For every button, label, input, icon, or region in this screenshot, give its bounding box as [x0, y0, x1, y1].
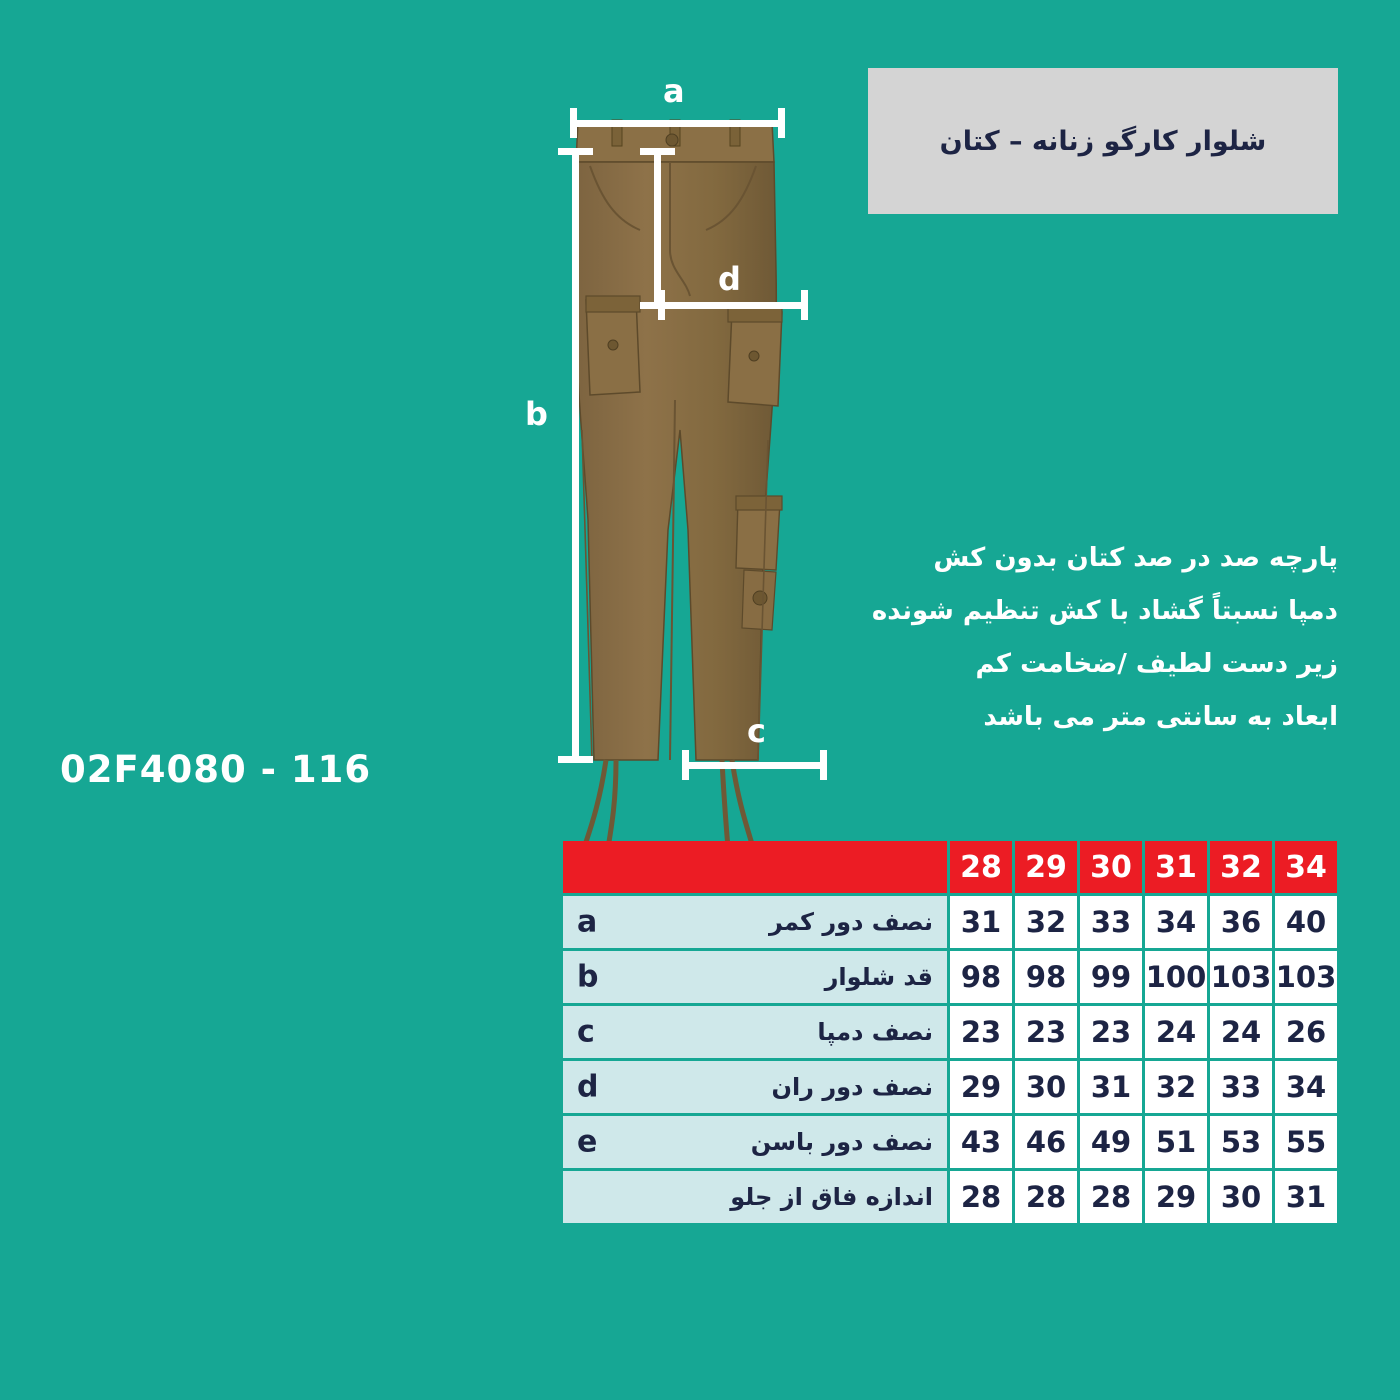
row-label-a — [563, 896, 947, 948]
cell-e-5: 43 — [950, 1116, 1012, 1168]
measure-cap-c-right — [820, 750, 827, 780]
row-label-d-text: نصف دور ران — [771, 1073, 933, 1101]
row-label-c-text: نصف دمپا — [817, 1018, 933, 1046]
cell-a-2: 34 — [1145, 896, 1207, 948]
cell-f-0: 31 — [1275, 1171, 1337, 1223]
cell-c-4: 23 — [1015, 1006, 1077, 1058]
table-row — [563, 1006, 1337, 1058]
row-letter-d: d — [577, 1069, 599, 1105]
size-header-1: 32 — [1210, 841, 1272, 893]
row-label-d — [563, 1061, 947, 1113]
page-title: شلوار کارگو زنانه – کتان — [939, 125, 1267, 157]
row-label-front-rise — [563, 1171, 947, 1223]
product-code: 02F4080 - 116 — [60, 748, 372, 791]
cargo-pants-drawing — [520, 100, 850, 860]
size-header-4: 29 — [1015, 841, 1077, 893]
table-row — [563, 1171, 1337, 1223]
cell-d-5: 29 — [950, 1061, 1012, 1113]
cell-e-2: 51 — [1145, 1116, 1207, 1168]
measure-cap-rise-top — [640, 148, 675, 155]
description-line-2: دمپا نسبتاً گشاد با کش تنظیم شونده — [871, 596, 1338, 626]
row-label-b-text: قد شلوار — [824, 963, 933, 991]
cell-d-1: 33 — [1210, 1061, 1272, 1113]
row-label-b — [563, 951, 947, 1003]
cell-f-3: 28 — [1080, 1171, 1142, 1223]
description-line-3: زیر دست لطیف /ضخامت کم — [975, 649, 1338, 679]
measure-cap-d-right — [801, 290, 808, 320]
measure-line-c — [682, 762, 827, 769]
size-chart-body — [563, 896, 1337, 1223]
description-line-4: ابعاد به سانتی متر می باشد — [983, 702, 1338, 732]
measure-line-a — [570, 120, 785, 127]
cell-b-2: 100 — [1145, 951, 1207, 1003]
cell-e-1: 53 — [1210, 1116, 1272, 1168]
measure-cap-d-left — [658, 290, 665, 320]
row-letter-c: c — [577, 1014, 595, 1050]
garment-illustration — [520, 72, 850, 840]
cell-b-1: 103 — [1210, 951, 1272, 1003]
size-header-5: 28 — [950, 841, 1012, 893]
cell-b-3: 99 — [1080, 951, 1142, 1003]
cell-b-4: 98 — [1015, 951, 1077, 1003]
row-label-a-text: نصف دور کمر — [769, 908, 933, 936]
measure-label-b: b — [525, 395, 548, 433]
cell-c-1: 24 — [1210, 1006, 1272, 1058]
cell-e-0: 55 — [1275, 1116, 1337, 1168]
measure-label-c: c — [747, 712, 766, 750]
row-label-c — [563, 1006, 947, 1058]
title-box — [868, 68, 1338, 214]
size-header-blank — [563, 841, 947, 893]
description-line-1: پارچه صد در صد کتان بدون کش — [933, 543, 1338, 573]
table-row — [563, 896, 1337, 948]
row-label-front-rise-text: اندازه فاق از جلو — [730, 1183, 933, 1211]
table-row — [563, 1116, 1337, 1168]
cell-a-5: 31 — [950, 896, 1012, 948]
cell-a-1: 36 — [1210, 896, 1272, 948]
cell-c-5: 23 — [950, 1006, 1012, 1058]
cell-a-0: 40 — [1275, 896, 1337, 948]
cell-e-4: 46 — [1015, 1116, 1077, 1168]
cell-f-2: 29 — [1145, 1171, 1207, 1223]
cell-f-5: 28 — [950, 1171, 1012, 1223]
row-letter-b: b — [577, 959, 599, 995]
measure-line-b — [572, 148, 579, 763]
cell-b-5: 98 — [950, 951, 1012, 1003]
cell-c-0: 26 — [1275, 1006, 1337, 1058]
measure-cap-c-left — [682, 750, 689, 780]
cell-c-3: 23 — [1080, 1006, 1142, 1058]
measure-cap-b-top — [558, 148, 593, 155]
cell-a-4: 32 — [1015, 896, 1077, 948]
measure-cap-b-bottom — [558, 756, 593, 763]
measure-label-a: a — [663, 72, 685, 110]
row-letter-e: e — [577, 1124, 598, 1160]
cell-d-4: 30 — [1015, 1061, 1077, 1113]
table-row — [563, 1061, 1337, 1113]
row-label-e — [563, 1116, 947, 1168]
cell-f-4: 28 — [1015, 1171, 1077, 1223]
table-header-row — [563, 841, 1337, 893]
cell-f-1: 30 — [1210, 1171, 1272, 1223]
size-header-0: 34 — [1275, 841, 1337, 893]
measure-cap-a-left — [570, 108, 577, 138]
row-label-e-text: نصف دور باسن — [750, 1128, 933, 1156]
cell-a-3: 33 — [1080, 896, 1142, 948]
row-letter-a: a — [577, 904, 598, 940]
table-row — [563, 951, 1337, 1003]
measure-line-d — [658, 302, 808, 309]
measure-label-d: d — [718, 260, 741, 298]
measure-cap-a-right — [778, 108, 785, 138]
size-header-3: 30 — [1080, 841, 1142, 893]
size-chart-header — [563, 841, 1337, 893]
cell-c-2: 24 — [1145, 1006, 1207, 1058]
cell-d-0: 34 — [1275, 1061, 1337, 1113]
cell-e-3: 49 — [1080, 1116, 1142, 1168]
cell-d-2: 32 — [1145, 1061, 1207, 1113]
measure-line-rise — [654, 148, 661, 308]
cell-d-3: 31 — [1080, 1061, 1142, 1113]
cell-b-0: 103 — [1275, 951, 1337, 1003]
size-chart-table — [560, 838, 1340, 1226]
size-header-2: 31 — [1145, 841, 1207, 893]
